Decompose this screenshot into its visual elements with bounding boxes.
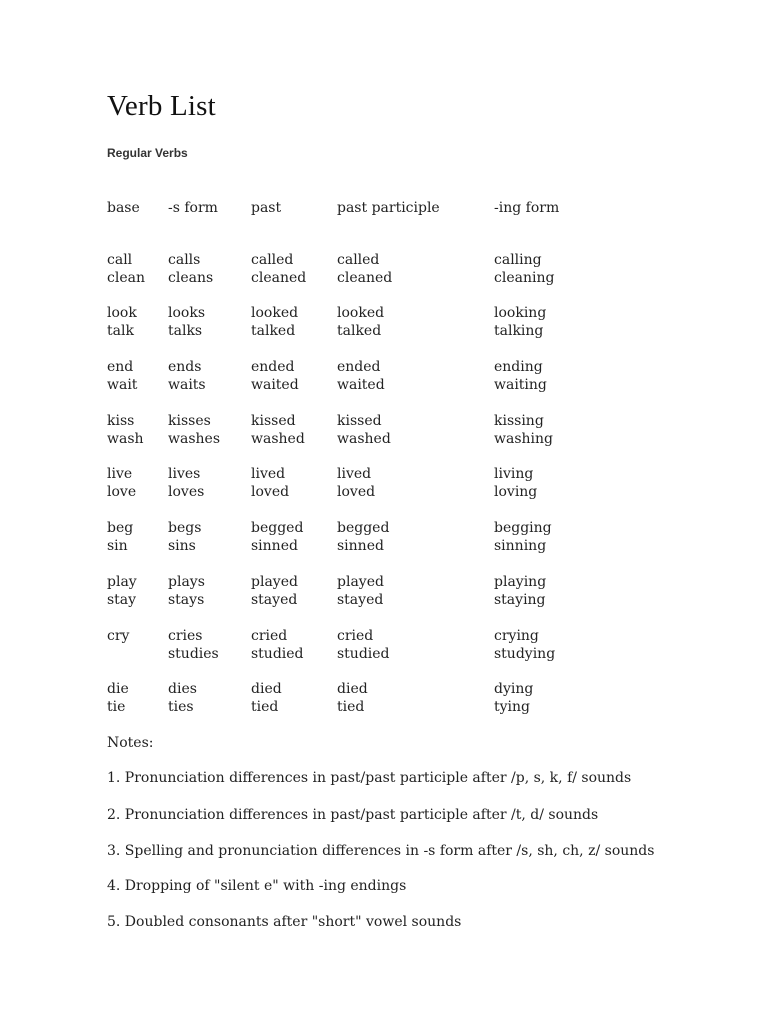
cell-past-participle: stayed	[337, 592, 384, 608]
table-row	[0, 251, 768, 269]
cell-past-participle: died	[337, 681, 368, 697]
table-row	[0, 680, 768, 698]
cell-s-form: washes	[168, 431, 221, 447]
cell-s-form: dies	[168, 681, 197, 697]
cell-past-participle: begged	[337, 520, 390, 536]
cell-s-form: looks	[168, 305, 206, 321]
table-row	[0, 304, 768, 322]
cell-past: cried	[251, 628, 288, 644]
header-cell-past: past	[251, 200, 282, 216]
cell-ing-form: living	[494, 466, 534, 482]
cell-past-participle: waited	[337, 377, 385, 393]
cell-s-form: stays	[168, 592, 205, 608]
table-row	[0, 376, 768, 394]
page-title: Verb List	[107, 90, 216, 122]
cell-base: look	[107, 305, 137, 321]
cell-past: died	[251, 681, 282, 697]
cell-past: washed	[251, 431, 305, 447]
cell-s-form: studies	[168, 646, 219, 662]
cell-s-form: ends	[168, 359, 202, 375]
header-cell-base: base	[107, 200, 140, 216]
cell-base: stay	[107, 592, 137, 608]
cell-past: tied	[251, 699, 279, 715]
cell-past: sinned	[251, 538, 298, 554]
cell-past-participle: cleaned	[337, 270, 393, 286]
cell-past-participle: lived	[337, 466, 372, 482]
cell-past: ended	[251, 359, 295, 375]
cell-past-participle: washed	[337, 431, 391, 447]
cell-base: end	[107, 359, 134, 375]
cell-past-participle: ended	[337, 359, 381, 375]
cell-s-form: loves	[168, 484, 205, 500]
cell-base: wait	[107, 377, 138, 393]
cell-past: begged	[251, 520, 304, 536]
cell-past-participle: played	[337, 574, 384, 590]
cell-s-form: kisses	[168, 413, 211, 429]
cell-past: looked	[251, 305, 299, 321]
note-item: 3. Spelling and pronunciation differences in -s form after /s, sh, ch, z/ sounds	[107, 843, 655, 859]
table-row	[0, 627, 768, 645]
cell-base: kiss	[107, 413, 135, 429]
section-subtitle: Regular Verbs	[107, 146, 188, 160]
cell-s-form: sins	[168, 538, 196, 554]
table-header-row	[0, 199, 768, 217]
cell-s-form: cleans	[168, 270, 214, 286]
cell-base: sin	[107, 538, 128, 554]
cell-base: talk	[107, 323, 134, 339]
cell-ing-form: looking	[494, 305, 547, 321]
cell-s-form: lives	[168, 466, 201, 482]
cell-s-form: begs	[168, 520, 202, 536]
cell-ing-form: ending	[494, 359, 543, 375]
note-item: 2. Pronunciation differences in past/past participle after /t, d/ sounds	[107, 807, 599, 823]
note-item: 4. Dropping of "silent e" with -ing endings	[107, 878, 407, 894]
cell-ing-form: begging	[494, 520, 552, 536]
cell-ing-form: loving	[494, 484, 538, 500]
cell-s-form: waits	[168, 377, 206, 393]
cell-past-participle: studied	[337, 646, 390, 662]
cell-base: play	[107, 574, 137, 590]
cell-past: cleaned	[251, 270, 307, 286]
note-item: 5. Doubled consonants after "short" vowel sounds	[107, 914, 462, 930]
table-row	[0, 573, 768, 591]
cell-past-participle: cried	[337, 628, 374, 644]
cell-s-form: cries	[168, 628, 203, 644]
table-row	[0, 537, 768, 555]
note-item: 1. Pronunciation differences in past/past participle after /p, s, k, f/ sounds	[107, 770, 632, 786]
table-row	[0, 465, 768, 483]
cell-s-form: talks	[168, 323, 203, 339]
cell-past: studied	[251, 646, 304, 662]
cell-ing-form: dying	[494, 681, 534, 697]
cell-past: talked	[251, 323, 296, 339]
cell-past-participle: looked	[337, 305, 385, 321]
cell-ing-form: staying	[494, 592, 546, 608]
cell-ing-form: kissing	[494, 413, 544, 429]
table-row	[0, 269, 768, 287]
cell-ing-form: cleaning	[494, 270, 555, 286]
cell-past: waited	[251, 377, 299, 393]
cell-base: live	[107, 466, 133, 482]
cell-base: die	[107, 681, 129, 697]
cell-base: wash	[107, 431, 144, 447]
cell-s-form: calls	[168, 252, 201, 268]
cell-past-participle: tied	[337, 699, 365, 715]
cell-ing-form: calling	[494, 252, 542, 268]
header-cell-s-form: -s form	[168, 200, 218, 216]
cell-past-participle: talked	[337, 323, 382, 339]
cell-s-form: plays	[168, 574, 205, 590]
table-row	[0, 645, 768, 663]
cell-ing-form: tying	[494, 699, 530, 715]
table-row	[0, 322, 768, 340]
cell-ing-form: studying	[494, 646, 556, 662]
cell-past: loved	[251, 484, 290, 500]
cell-ing-form: sinning	[494, 538, 547, 554]
table-row	[0, 591, 768, 609]
cell-past-participle: loved	[337, 484, 376, 500]
header-cell-past-participle: past participle	[337, 200, 440, 216]
cell-base: beg	[107, 520, 134, 536]
table-row	[0, 430, 768, 448]
table-row	[0, 519, 768, 537]
cell-past: kissed	[251, 413, 296, 429]
cell-ing-form: washing	[494, 431, 553, 447]
table-row	[0, 412, 768, 430]
cell-past: stayed	[251, 592, 298, 608]
table-row	[0, 698, 768, 716]
cell-ing-form: waiting	[494, 377, 547, 393]
cell-past: called	[251, 252, 294, 268]
cell-past-participle: sinned	[337, 538, 384, 554]
notes-label: Notes:	[107, 735, 154, 751]
cell-past-participle: kissed	[337, 413, 382, 429]
cell-base: call	[107, 252, 133, 268]
table-row	[0, 483, 768, 501]
cell-base: cry	[107, 628, 130, 644]
cell-base: love	[107, 484, 137, 500]
cell-past: played	[251, 574, 298, 590]
cell-ing-form: playing	[494, 574, 547, 590]
cell-s-form: ties	[168, 699, 194, 715]
cell-base: tie	[107, 699, 126, 715]
table-row	[0, 358, 768, 376]
cell-past: lived	[251, 466, 286, 482]
cell-past-participle: called	[337, 252, 380, 268]
cell-ing-form: talking	[494, 323, 544, 339]
cell-base: clean	[107, 270, 145, 286]
cell-ing-form: crying	[494, 628, 539, 644]
header-cell-ing-form: -ing form	[494, 200, 560, 216]
